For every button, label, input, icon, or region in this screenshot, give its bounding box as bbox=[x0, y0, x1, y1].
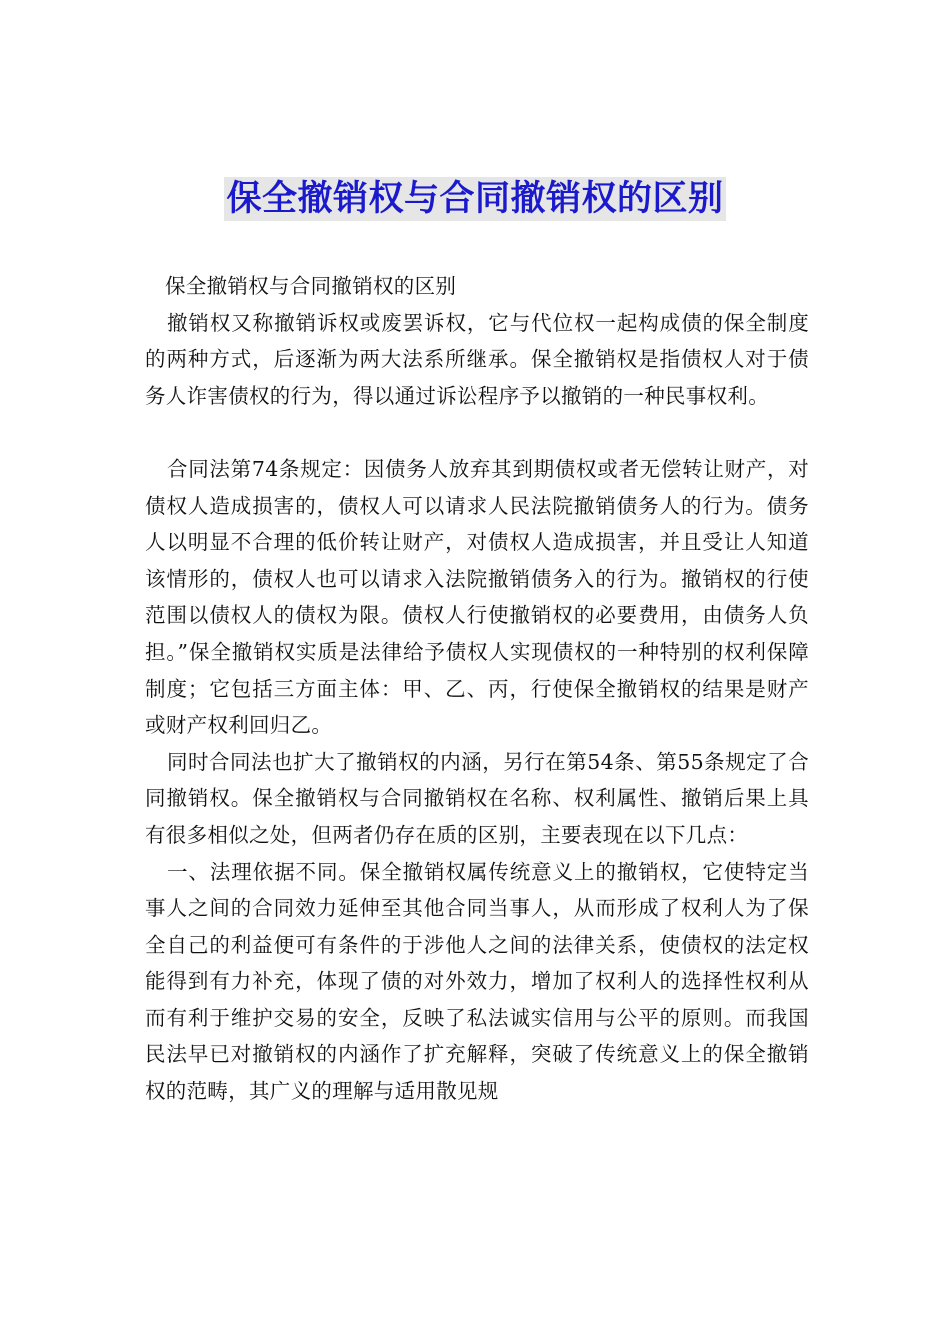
document-body bbox=[145, 268, 809, 1110]
paragraph-subtitle: 保全撤销权与合同撤销权的区别 bbox=[165, 274, 457, 298]
paragraph-gap bbox=[145, 414, 809, 451]
title-container bbox=[0, 177, 950, 221]
paragraph-article-74: 合同法第74条规定：因债务人放弃其到期债权或者无偿转让财产，对债权人造成损害的，债权人可以请求人民法院撤销债务人的行为。债务人以明显不合理的低价转让财产，对债权人造成损害，并且受让人知道该情形的，债权人也可以请求入法院撤销债务入的行为。撤销权的行使范围以债权人的债权为限。债权人行使撤销权的必要费用，由债务人负担。”保全撤销权实质是法律给予债权人实现债权的一种特别的权利保障制度；它包括三方面主体：甲、乙、丙，行使保全撤销权的结果是财产或财产权利回归乙。 bbox=[145, 456, 809, 738]
paragraph-contract-revocation: 同时合同法也扩大了撤销权的内涵，另行在第54条、第55条规定了合同撤销权。保全撤销权与合同撤销权在名称、权利属性、撤销后果上具有很多相似之处，但两者仍存在质的区别，主要表现在以下几点： bbox=[145, 749, 809, 847]
document-title: 保全撤销权与合同撤销权的区别 bbox=[226, 179, 724, 219]
paragraph-definition: 撤销权又称撤销诉权或废罢诉权，它与代位权一起构成债的保全制度的两种方式，后逐渐为两大法系所继承。保全撤销权是指债权人对于债务人诈害债权的行为，得以通过诉讼程序予以撤销的一种民事权利。 bbox=[145, 310, 809, 408]
paragraph-point-one: 一、法理依据不同。保全撤销权属传统意义上的撤销权，它使特定当事人之间的合同效力延伸至其他合同当事人，从而形成了权利人为了保全自己的利益便可有条件的于涉他人之间的法律关系，使债权的法定权能得到有力补充，体现了债的对外效力，增加了权利人的选择性权利从而有利于维护交易的安全，反映了私法诚实信用与公平的原则。而我国民法早已对撤销权的内涵作了扩充解释，突破了传统意义上的保全撤销权的范畴，其广义的理解与适用散见规 bbox=[145, 859, 809, 1104]
